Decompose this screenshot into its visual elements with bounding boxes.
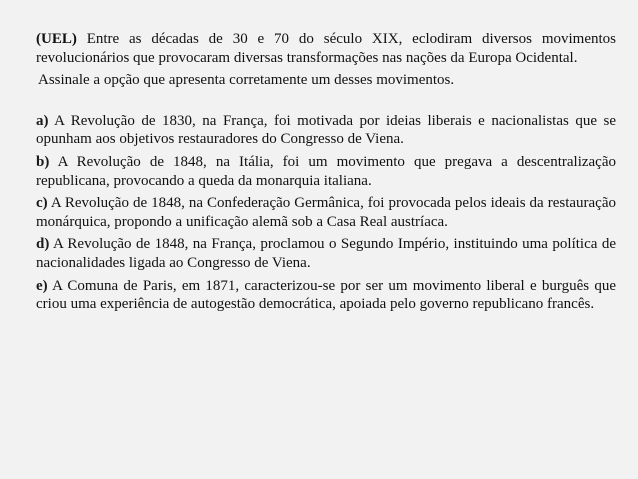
- option-c-text: A Revolução de 1848, na Confederação Germânica, foi provocada pelos ideais da restauração monárquica, propondo a unificação alemã sob a Casa Real austríaca.: [36, 195, 616, 230]
- question-instruction: Assinale a opção que apresenta corretamente um desses movimentos.: [38, 72, 455, 89]
- option-d-letter: d): [36, 236, 50, 253]
- option-b[interactable]: [36, 153, 616, 190]
- question-statement: [36, 30, 616, 67]
- option-d[interactable]: [36, 235, 616, 272]
- option-b-text: A Revolução de 1848, na Itália, foi um movimento que pregava a descentralização republicana, provocando a queda da monarquia italiana.: [36, 153, 616, 189]
- option-a-letter: a): [36, 112, 49, 129]
- option-e-letter: e): [36, 277, 48, 294]
- option-c-letter: c): [36, 195, 48, 212]
- option-a[interactable]: [36, 112, 616, 149]
- option-b-letter: b): [36, 153, 50, 170]
- option-c[interactable]: [36, 194, 616, 231]
- question-block: [36, 30, 616, 318]
- option-e[interactable]: [36, 277, 616, 314]
- question-source: (UEL): [36, 31, 77, 47]
- question-text: Entre as décadas de 30 e 70 do século XIX, eclodiram diversos movimentos revolucionários que provocaram diversas transformações nas nações da Europa Ocidental.: [36, 31, 616, 66]
- option-d-text: A Revolução de 1848, na França, proclamou o Segundo Império, instituindo uma política de nacionalidades ligada ao Congresso de Viena.: [36, 236, 616, 271]
- option-e-text: A Comuna de Paris, em 1871, caracterizou-se por ser um movimento liberal e burguês que criou uma experiência de autogestão democrática, apoiada pelo governo republicano francês.: [36, 277, 616, 313]
- option-a-text: A Revolução de 1830, na França, foi motivada por ideias liberais e nacionalistas que se opunham aos objetivos restauradores do Congresso de Viena.: [36, 112, 616, 148]
